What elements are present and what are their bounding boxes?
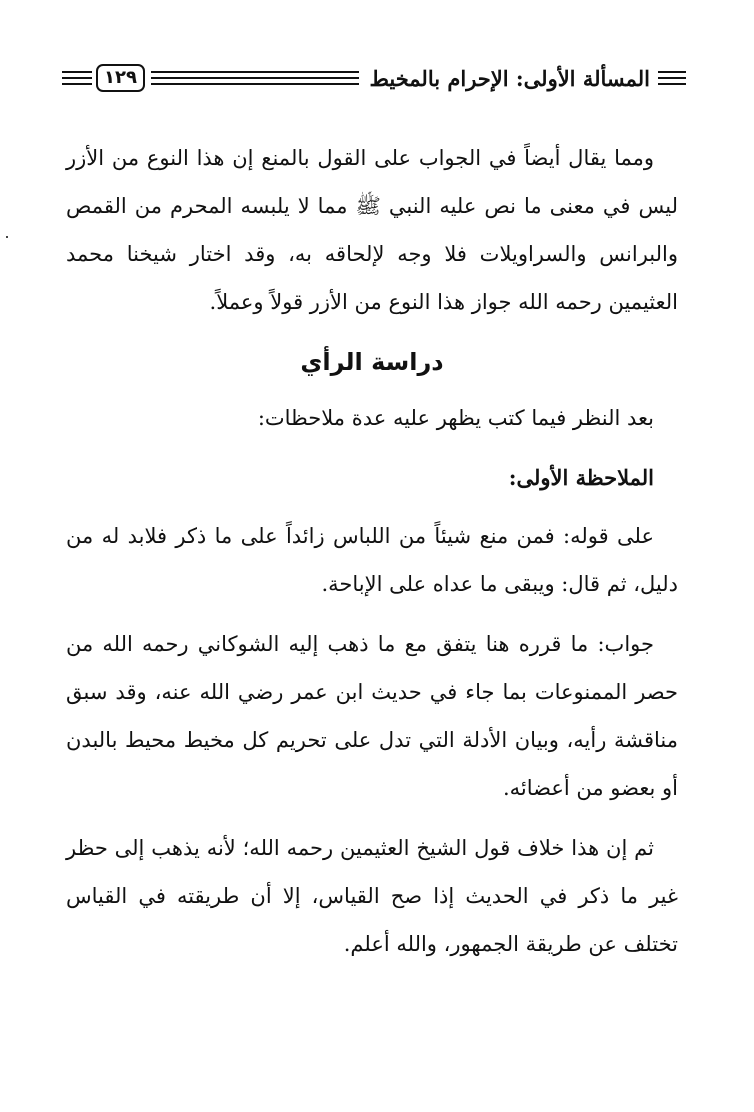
scan-speck bbox=[6, 236, 8, 238]
sub-heading: الملاحظة الأولى: bbox=[508, 465, 654, 490]
header-rule bbox=[151, 71, 360, 85]
running-header bbox=[62, 60, 686, 96]
section-heading: دراسة الرأي bbox=[300, 348, 444, 376]
paragraph: بعد النظر فيما كتب يظهر عليه عدة ملاحظات: bbox=[257, 406, 654, 430]
paragraph: جواب: ما قرره هنا يتفق مع ما ذهب إليه الشوكاني رحمه الله من حصر الممنوعات بما جاء في حديث ابن عمر رضي الله عنه، وقد سبق مناقشة رأيه، وبيان الأدلة التي تدل على تحريم كل مخيط محيط بالبدن أو بعضو من أعضائه. bbox=[66, 632, 678, 800]
page-body bbox=[66, 134, 678, 980]
chapter-title: المسألة الأولى: الإحرام بالمخيط bbox=[369, 65, 650, 91]
paragraph: ثم إن هذا خلاف قول الشيخ العثيمين رحمه الله؛ لأنه يذهب إلى حظر غير ما ذكر في الحديث إذا صح القياس، إلا أن طريقته في القياس تختلف عن طريقة الجمهور، والله أعلم. bbox=[66, 836, 678, 956]
header-ornament-right bbox=[658, 71, 686, 85]
page-number: ١٢٩ bbox=[96, 64, 145, 92]
header-ornament-left bbox=[62, 71, 92, 85]
paragraph: ومما يقال أيضاً في الجواب على القول بالمنع إن هذا النوع من الأزر ليس في معنى ما نص عليه النبي ﷺ مما لا يلبسه المحرم من القمص والبرانس والسراويلات فلا وجه لإلحاقه به، وقد اختار شيخنا محمد العثيمين رحمه الله جواز هذا النوع من الأزر قولاً وعملاً. bbox=[66, 146, 678, 314]
paragraph: على قوله: فمن منع شيئاً من اللباس زائداً على ما ذكر فلابد له من دليل، ثم قال: ويبقى ما عداه على الإباحة. bbox=[66, 524, 678, 596]
